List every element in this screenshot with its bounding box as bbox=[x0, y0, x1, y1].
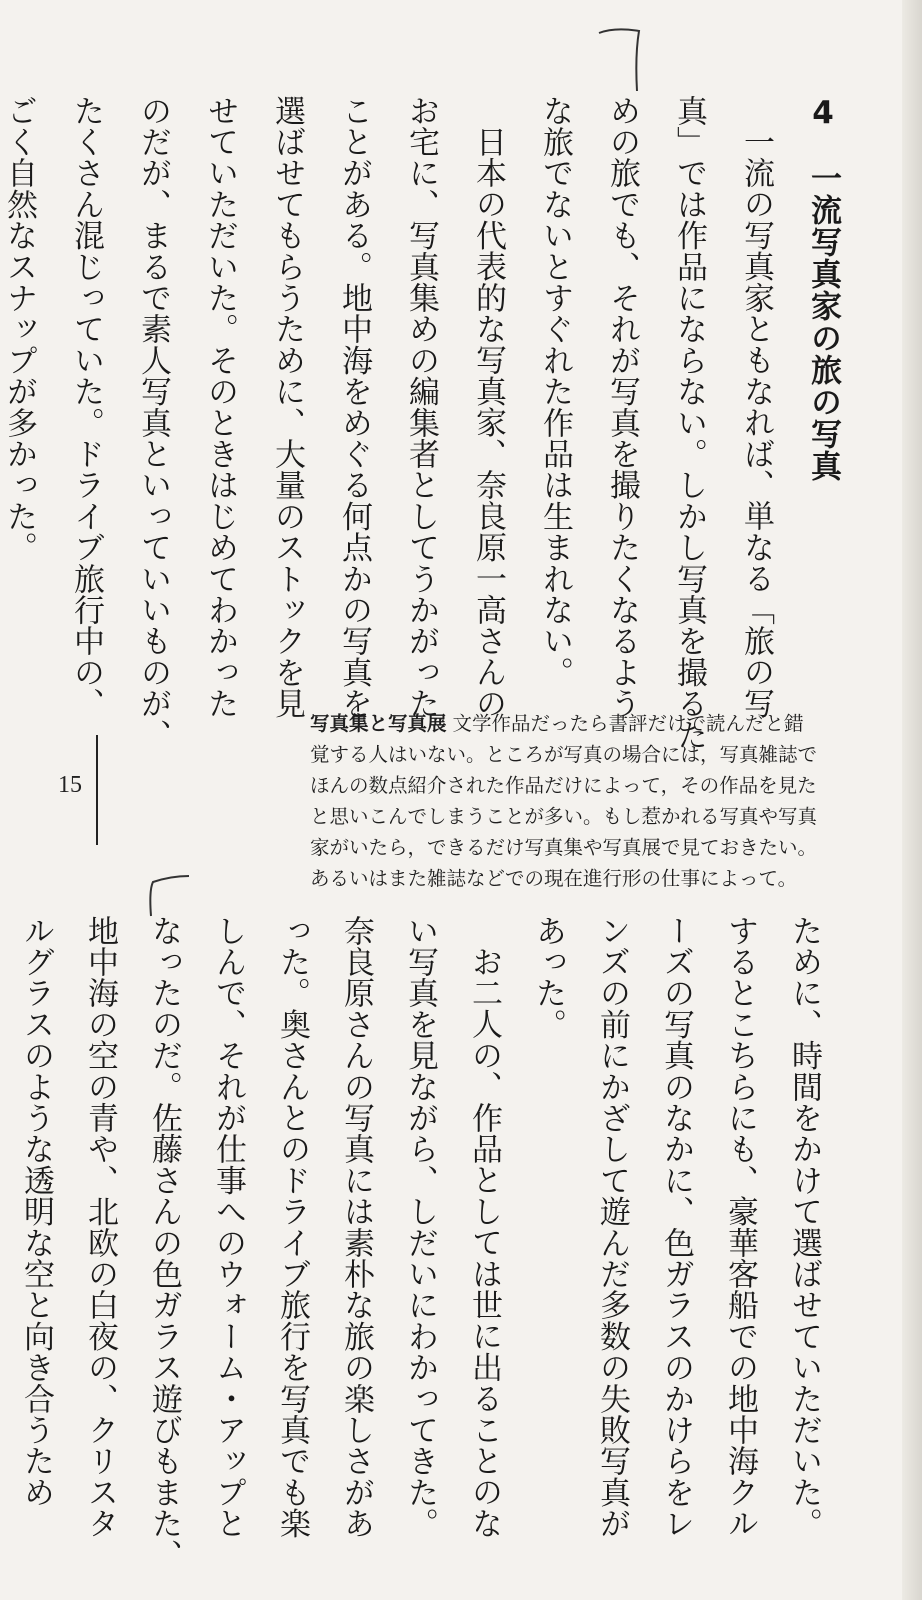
text-line: しんで、それが仕事へのウォーム・アップと bbox=[210, 915, 246, 1539]
text-line: ーズの写真のなかに、色ガラスのかけらをレ bbox=[658, 915, 694, 1539]
handwritten-mark-top bbox=[595, 25, 645, 95]
handwritten-mark-middle bbox=[145, 870, 195, 920]
text-line: ために、時間をかけて選ばせていただいた。 bbox=[786, 915, 822, 1539]
sidebar-note bbox=[310, 708, 870, 894]
text-line: せていただいた。そのときはじめてわかった bbox=[202, 95, 238, 719]
page-number: 15 bbox=[58, 772, 82, 798]
note-line: と思いこんでしまうことが多い。もし惹かれる写真や写真 bbox=[310, 805, 818, 828]
text-line: ごく自然なスナップが多かった。 bbox=[1, 95, 37, 563]
bottom-text-block bbox=[18, 915, 836, 1571]
text-line: 日本の代表的な写真家、奈良原一高さんの bbox=[470, 126, 506, 719]
text-line: のだが、まるで素人写真といっていいものが、 bbox=[135, 95, 171, 751]
note-title: 写真集と写真展 bbox=[310, 712, 447, 735]
text-line: 真」では作品にならない。しかし写真を撮るた bbox=[671, 95, 707, 751]
note-line: 覚する人はいない。ところが写真の場合には，写真雑誌で bbox=[310, 743, 818, 766]
text-line: 奈良原さんの写真には素朴な旅の楽しさがあ bbox=[338, 915, 374, 1539]
note-line bbox=[310, 708, 870, 739]
note-line: ほんの数点紹介された作品だけによって，その作品を見た bbox=[310, 774, 817, 797]
text-line: 一流の写真家ともなれば、単なる「旅の写 bbox=[738, 126, 774, 719]
text-line: するとこちらにも、豪華客船での地中海クル bbox=[722, 915, 758, 1539]
text-line: なったのだ。佐藤さんの色ガラス遊びもまた、 bbox=[146, 915, 182, 1571]
text-line: お宅に、写真集めの編集者としてうかがった bbox=[403, 95, 439, 719]
note-line: あるいはまた雑誌などでの現在進行形の仕事によって。 bbox=[310, 867, 798, 890]
text-line: 地中海の空の青や、北欧の白夜の、クリスタ bbox=[82, 915, 118, 1539]
text-line: ことがある。地中海をめぐる何点かの写真を bbox=[336, 95, 372, 719]
note-text: 文学作品だったら書評だけで読んだと錯 bbox=[452, 712, 804, 735]
text-line: あった。 bbox=[530, 915, 566, 1040]
text-line: い写真を見ながら、しだいにわかってきた。 bbox=[402, 915, 438, 1539]
text-line: たくさん混じっていた。ドライブ旅行中の、 bbox=[68, 95, 104, 719]
text-line: な旅でないとすぐれた作品は生まれない。 bbox=[537, 95, 573, 688]
text-line: ルグラスのような透明な空と向き合うため bbox=[18, 915, 54, 1508]
page-edge bbox=[902, 0, 922, 1600]
text-line: った。奥さんとのドライブ旅行を写真でも楽 bbox=[274, 915, 310, 1539]
folio-rule bbox=[96, 735, 98, 845]
text-line: お二人の、作品としては世に出ることのな bbox=[466, 946, 502, 1539]
text-line: ンズの前にかざして遊んだ多数の失敗写真が bbox=[594, 915, 630, 1539]
section-title: 一流写真家の旅の写真 bbox=[805, 162, 841, 483]
text-line: 選ばせてもらうために、大量のストックを見 bbox=[269, 95, 305, 719]
note-line: 家がいたら，できるだけ写真集や写真展で見ておきたい。 bbox=[310, 836, 818, 859]
section-number: 4 bbox=[805, 95, 841, 132]
text-line: めの旅でも、それが写真を撮りたくなるよう bbox=[604, 95, 640, 719]
section-heading bbox=[789, 95, 856, 670]
